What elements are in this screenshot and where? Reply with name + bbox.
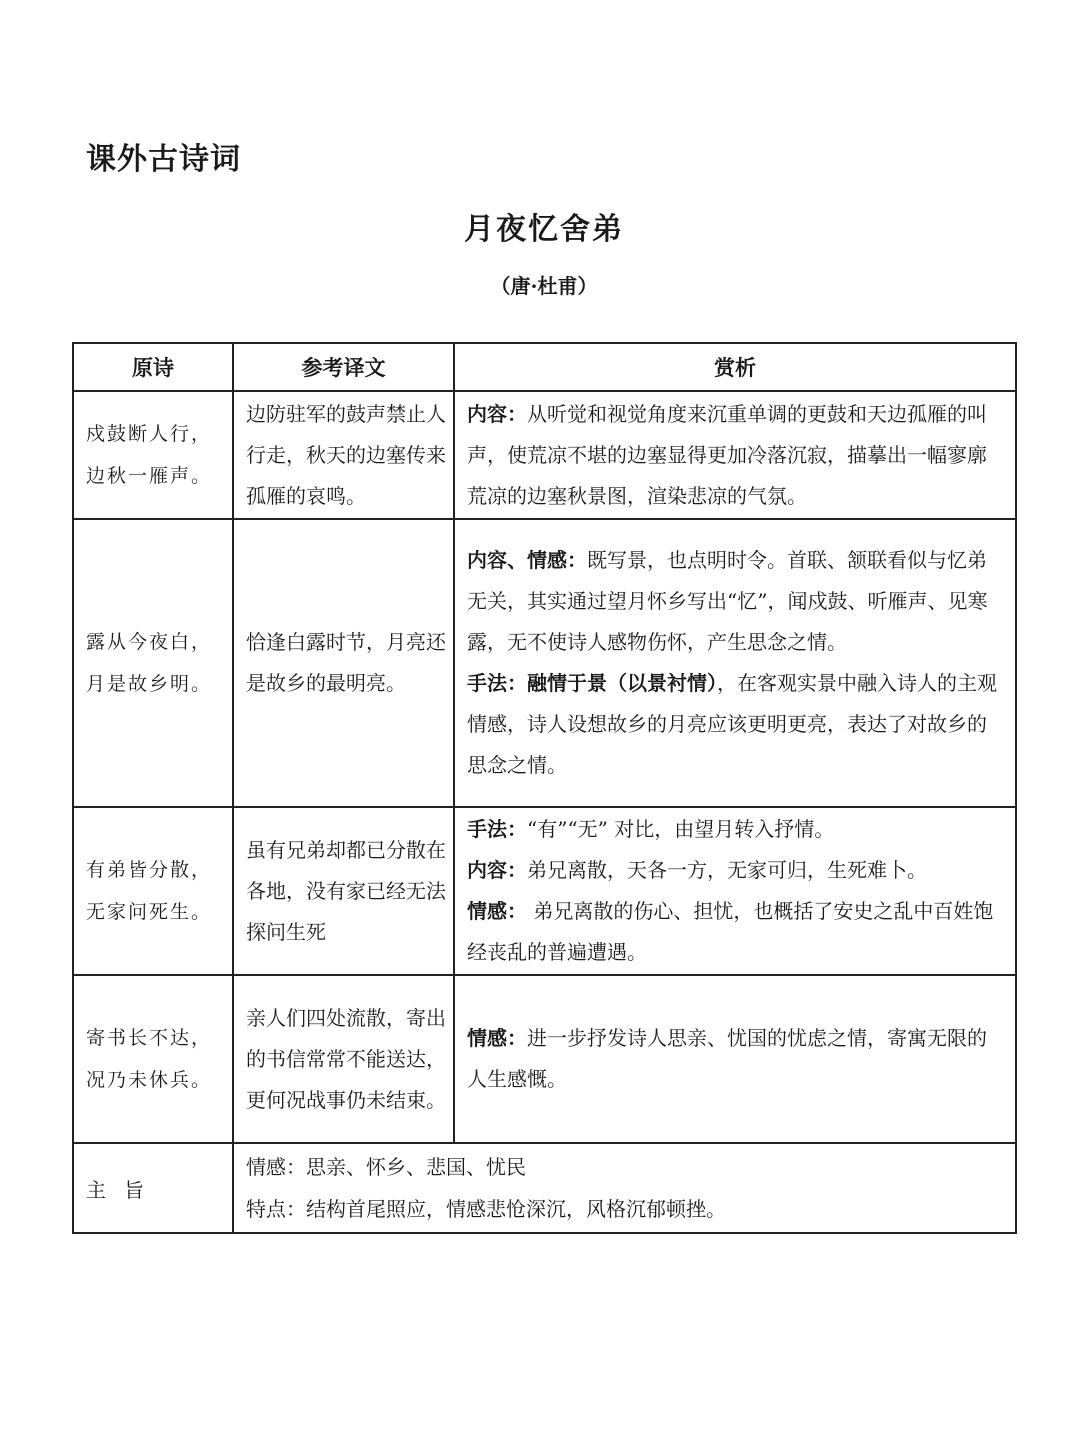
analysis-label: 情感： <box>467 899 527 923</box>
analysis-paragraph <box>467 809 1005 850</box>
analysis-cell <box>454 975 1016 1143</box>
analysis-paragraph <box>467 540 1005 663</box>
theme-line: 情感：思亲、怀乡、悲国、忧民 <box>246 1155 526 1179</box>
translation-text: 亲人们四处流散，寄出的书信常常不能送达，更何况战事仍未结束。 <box>233 975 454 1143</box>
table-row <box>73 807 1016 975</box>
analysis-text: 弟兄离散，天各一方，无家可归，生死难卜。 <box>527 858 927 882</box>
poem-lines <box>73 391 233 519</box>
analysis-label: 手法： <box>467 671 527 695</box>
analysis-cell <box>454 519 1016 807</box>
table-header-row <box>73 343 1016 391</box>
translation-text: 边防驻军的鼓声禁止人行走，秋天的边塞传来孤雁的哀鸣。 <box>233 391 454 519</box>
analysis-bold-text: 融情于景（以景衬情） <box>527 671 717 695</box>
analysis-paragraph <box>467 663 1005 786</box>
analysis-label: 内容、情感： <box>467 548 587 572</box>
poem-line: 况乃未休兵。 <box>86 1069 213 1091</box>
poem-line: 露从今夜白， <box>86 631 213 653</box>
poem-line: 无家问死生。 <box>86 901 213 923</box>
analysis-label: 内容： <box>467 858 527 882</box>
poem-line: 边秋一雁声。 <box>86 465 213 487</box>
analysis-paragraph <box>467 891 1005 973</box>
header-original-poem: 原诗 <box>73 343 233 391</box>
analysis-text: 弟兄离散的伤心、担忧，也概括了安史之乱中百姓饱经丧乱的普遍遭遇。 <box>467 899 994 964</box>
poem-analysis-table <box>72 342 1017 1234</box>
theme-content <box>233 1143 1016 1233</box>
poem-title: 月夜忆舍弟 <box>464 212 624 247</box>
analysis-text: ，在客观实景中融入诗人的主观情感，诗人设想故乡的月亮应该更明更亮，表达了对故乡的思念之情。 <box>467 671 997 777</box>
header-analysis: 赏析 <box>454 343 1016 391</box>
section-title: 课外古诗词 <box>86 142 241 177</box>
theme-label: 主旨 <box>73 1143 233 1233</box>
translation-text: 恰逢白露时节，月亮还是故乡的最明亮。 <box>233 519 454 807</box>
poem-line: 有弟皆分散， <box>86 859 213 881</box>
poem-lines <box>73 807 233 975</box>
table-row <box>73 391 1016 519</box>
theme-line: 特点：结构首尾照应，情感悲怆深沉，风格沉郁顿挫。 <box>246 1197 726 1221</box>
table-row <box>73 519 1016 807</box>
analysis-text: 既写景，也点明时令。首联、颔联看似与忆弟无关，其实通过望月怀乡写出“忆”，闻戍鼓、听雁声、见寒露，无不使诗人感物伤怀，产生思念之情。 <box>467 548 988 654</box>
poem-line: 月是故乡明。 <box>86 673 213 695</box>
analysis-text: 从听觉和视觉角度来沉重单调的更鼓和天边孤雁的叫声，使荒凉不堪的边塞显得更加冷落沉寂，描摹出一幅寥廓荒凉的边塞秋景图，渲染悲凉的气氛。 <box>467 401 987 508</box>
table-row <box>73 975 1016 1143</box>
analysis-label: 手法： <box>467 817 527 841</box>
analysis-cell <box>454 807 1016 975</box>
analysis-label: 内容： <box>467 401 527 426</box>
translation-text: 虽有兄弟却都已分散在各地，没有家已经无法探问生死 <box>233 807 454 975</box>
poem-line: 戍鼓断人行， <box>86 423 213 445</box>
poem-author: （唐·杜甫） <box>490 274 598 298</box>
analysis-text: “有”“无” 对比，由望月转入抒情。 <box>527 817 835 841</box>
poem-line: 寄书长不达， <box>86 1027 213 1049</box>
poem-lines <box>73 519 233 807</box>
header-translation: 参考译文 <box>233 343 454 391</box>
poem-lines <box>73 975 233 1143</box>
analysis-label: 情感： <box>467 1026 527 1050</box>
analysis-paragraph <box>467 850 1005 891</box>
analysis-cell <box>454 391 1016 519</box>
analysis-text: 进一步抒发诗人思亲、忧国的忧虑之情，寄寓无限的人生感慨。 <box>467 1026 987 1091</box>
theme-row <box>73 1143 1016 1233</box>
